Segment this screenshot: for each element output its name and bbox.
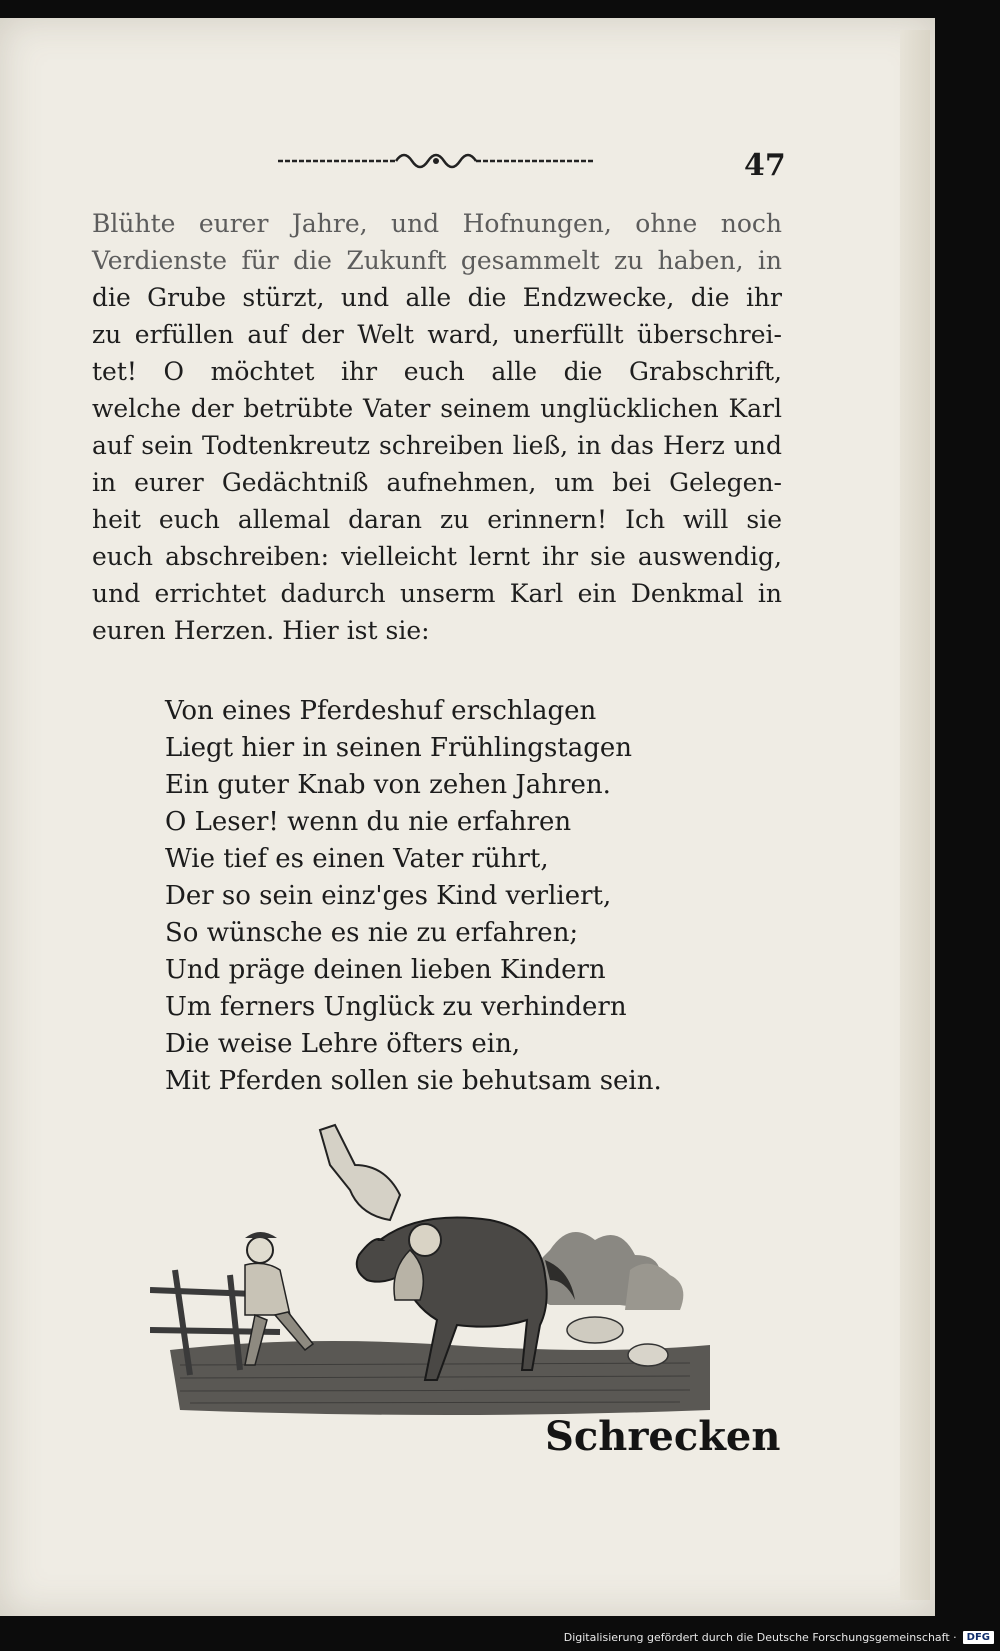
- prose-line: Verdienste für die Zukunft gesammelt zu haben, in: [92, 246, 782, 275]
- prose-line: Blühte eurer Jahre, und Hofnungen, ohne noch: [92, 209, 782, 238]
- poem-line: Wie tief es einen Vater rührt,: [165, 844, 549, 874]
- prose-line: welche der betrübte Vater seinem unglücklichen Karl: [92, 394, 782, 423]
- prose-paragraph: [92, 205, 782, 649]
- poem-line: So wünsche es nie zu erfahren;: [165, 918, 579, 948]
- prose-line: und errichtet dadurch unserm Karl ein Denkmal in: [92, 579, 782, 608]
- prose-line: zu erfüllen auf der Welt ward, unerfüllt überschrei-: [92, 320, 782, 349]
- poem-line: O Leser! wenn du nie erfahren: [165, 807, 572, 837]
- prose-line: euch abschreiben: vielleicht lernt ihr sie auswendig,: [92, 542, 782, 571]
- poem-line: Mit Pferden sollen sie behutsam sein.: [165, 1066, 662, 1096]
- catchword: Schrecken: [545, 1413, 781, 1460]
- poem-line: Und präge deinen lieben Kindern: [165, 955, 606, 985]
- digitization-footer: [0, 1624, 1000, 1651]
- prose-line: in eurer Gedächtniß aufnehmen, um bei Gelegen-: [92, 468, 782, 497]
- poem-line: Die weise Lehre öfters ein,: [165, 1029, 521, 1059]
- prose-line: die Grube stürzt, und alle die Endzwecke, die ihr: [92, 283, 782, 312]
- epitaph-poem: [165, 693, 685, 1100]
- poem-line: Liegt hier in seinen Frühlingstagen: [165, 733, 633, 763]
- poem-line: Ein guter Knab von zehen Jahren.: [165, 770, 611, 800]
- ornamental-rule-icon: [278, 146, 594, 176]
- dfg-logo-icon[interactable]: DFG: [963, 1631, 994, 1644]
- prose-line: euren Herzen. Hier ist sie:: [92, 616, 430, 645]
- prose-line: auf sein Todtenkreutz schreiben ließ, in das Herz und: [92, 431, 782, 460]
- prose-line: tet! O möchtet ihr euch alle die Grabschrift,: [92, 357, 782, 386]
- engraving-illustration-icon: [150, 1120, 730, 1420]
- poem-line: Der so sein einz'ges Kind verliert,: [165, 881, 612, 911]
- page-number: 47: [744, 148, 786, 183]
- poem-line: Von eines Pferdeshuf erschlagen: [165, 696, 597, 726]
- page-edge: [900, 30, 930, 1600]
- footer-credit-text: Digitalisierung gefördert durch die Deutsche Forschungsgemeinschaft ·: [563, 1631, 957, 1644]
- prose-line: heit euch allemal daran zu erinnern! Ich will sie: [92, 505, 782, 534]
- poem-line: Um ferners Unglück zu verhindern: [165, 992, 627, 1022]
